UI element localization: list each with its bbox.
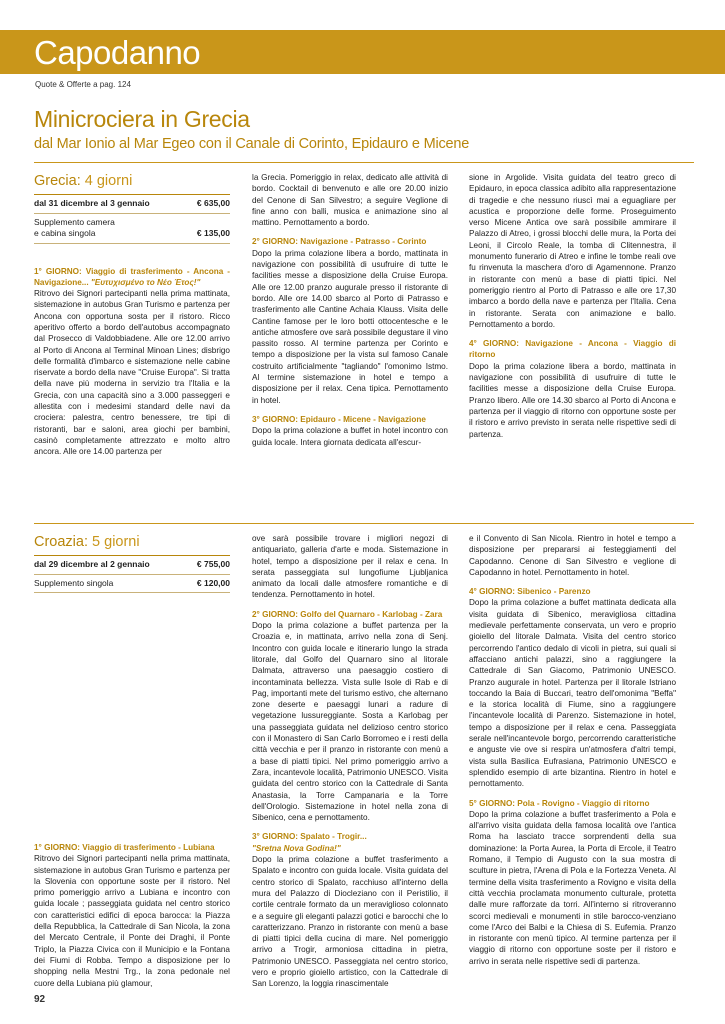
grecia-day2: 2° GIORNO: Navigazione - Patrasso - Corinto Dopo la prima colazione libera a bordo, mattinata in navigazione con possibilità di usufruire di tutte le facilities messe a disposizione della Cruise Europa. Alle ore 12.00 pranzo augurale presso il ristorante di bordo. Alle ore 14.00 sbarco al Porto di Patrasso e trasferimento alle Cantine Achaia Klauss. Visita delle Cantine famose per le loro botti ottocentesche e le antiche atmosfere ove sarà possibile degustare il vino passito rosso. Al termine partenza per Corinto e tempo a disposizione per la vista sul famoso Canale costruito artificialmente "tagliando" l'omonimo Istmo. Al termine sistemazione in hotel e tempo a disposizione per il relax. Cena tipica. Pernottamento in hotel. (252, 237, 448, 405)
grecia-day3: 3° GIORNO: Epidauro - Micene - Navigazione Dopo la prima colazione a buffet in hotel incontro con guida locale. Intera giornata dedicata all'escur- (252, 414, 448, 447)
price-row: dal 31 dicembre al 3 gennaio € 635,00 (34, 195, 230, 214)
grecia-column-1 (34, 172, 230, 466)
grecia-section-title: Grecia: 4 giorni (34, 173, 133, 189)
price-row: Supplemento camera e cabina singola € 135,00 (34, 214, 230, 244)
price-row: dal 29 dicembre al 2 gennaio € 755,00 (34, 556, 230, 575)
trip-subtitle: dal Mar Ionio al Mar Egeo con il Canale di Corinto, Epidauro e Micene (34, 136, 470, 152)
section-divider (34, 162, 694, 163)
page-title: Capodanno (34, 34, 201, 71)
croazia-day3: 3° GIORNO: Spalato - Trogir... "Sretna Nova Godina!" Dopo la prima colazione a buffet trasferimento a Spalato e incontro con guida locale. Visita guidata del centro storico di Spalato, racchiuso all'interno della mura del Palazzo di Diocleziano con il Peristilio, il cortile centrale formato da un meraviglioso colonnato e a seguire gli eleganti palazzi gotici e barocchi che lo caratterizzano. Pranzo in ristorante con menù a base di piatti tipici della cucina di mare. Nel pomeriggio arrivo a Trogir, armoniosa cittadina in pietra, Patrimonio UNESCO. Passeggiata nel centro storico, vero e proprio gioiello artistico, con la Cattedrale di San Lorenzo, la loggia rinascimentale (252, 832, 448, 989)
croazia-price-table (34, 555, 230, 593)
croazia-column-2: ove sarà possibile trovare i migliori negozi di antiquariato, galleria d'arte e moda. Sistemazione in hotel, tempo a disposizione per il relax e cena. In serata passeggiata sul lungofiume Ljubljanica animato da locali dalle atmosfere romantiche e di tendenza. Pernottamento in hotel. 2° GIORNO: Golfo del Quarnaro - Karlobag - Zara Dopo la prima colazione a buffet partenza per la Croazia e, in mattinata, arrivo nella zona di Senj. Incontro con guida locale e itinerario lungo la strada litorale, dal Golfo del Quarnaro sino al litorale Dalmata, attraverso una paesaggio costiero di incontaminata bellezza. Vista sulle Isole di Rab e di Pag, importanti mete del turismo estivo, che alternano zone deserte e paesaggi lunari a radure di vegetazione lussureggiante. Sosta a Karlobag per una passeggiata guidata nel delizioso centro storico con il Monastero di San Carlo Borromeo e i resti della città vecchia e per il pranzo in ristorante con menù a a base di piatti tipici. Nel primo pomeriggio arrivo a Zara, incantevole località, Patrimonio UNESCO. Visita guidata del centro storico con la Cattedrale di Santa Anastasia, la Torre Campanaria e la Torre dell'Orologio. Sistemazione in hotel nella zona di Sibenico, cena e pernottamento. 3° GIORNO: Spalato - Trogir... "Sretna Nova Godina!" Dopo la prima colazione a buffet trasferimento a Spalato e incontro con guida locale. Visita guidata del centro storico di Spalato, racchiuso all'interno della mura del Palazzo di Diocleziano con il Peristilio, il cortile centrale formato da un meraviglioso colonnato e a seguire gli eleganti palazzi gotici e barocchi che lo caratterizzano. Pranzo in ristorante con menù a base di piatti tipici della cucina di mare. Nel pomeriggio arrivo a Trogir, armoniosa cittadina in pietra, Patrimonio UNESCO. Passeggiata nel centro storico, vero e proprio gioiello artistico, con la Cattedrale di San Lorenzo, la loggia rinascimentale (252, 534, 448, 989)
price-reference: Quote & Offerte a pag. 124 (35, 80, 131, 89)
grecia-day1: 1° GIORNO: Viaggio di trasferimento - Ancona - Navigazione... "Ευτυχισμένο το Νέο Έτος!" Ritrovo dei Signori partecipanti nella prima mattinata, sistemazione in autobus Gran Turismo e partenza per Ancona con opportuna sosta per il ristoro. Ricco aperitivo offerto a bordo dell'autobus accompagnato dal Prosecco di Valdobbiadene. Alle ore 12.00 arrivo al Porto di Ancona al Terminal Minoan Lines; disbrigo delle formalità d'imbarco e sistemazione nelle cabine riservate a bordo della nave "Cruise Europa". Si tratta della nave più moderna in servizio tra l'Italia e la Grecia, con una capacità sino a 3.000 passeggeri e allestita con i medesimi standard delle navi da crociera: palestra, centro benessere, tre tipi di ristoranti, bar e saloni, area giochi per bambini, casinò completamente attrezzato e molto altro ancora. Alle ore 14.00 partenza per (34, 266, 230, 457)
croazia-column-1 (34, 533, 230, 593)
grecia-column-3: sione in Argolide. Visita guidata del teatro greco di Epidauro, in epoca classica adibito alla rappresentazione di tragedie e che nessuno riuscì mai a eguagliare per acustica e proporzione delle forme. Proseguimento verso Micene Antica ove sarà possibile ammirare il Palazzo di Atreo, i grossi blocchi delle mura, la Porta dei Leoni, il Circolo Reale, la tomba di Clitennestra, il monumento funerario di Atreo e infine le tombe reali ove fu rinvenuta la maschera d'oro di Agamennone. Pranzo in ristorante con menù a base di piatti tipici. Nel pomeriggio rientro al Porto di Patrasso e alle ore 17,30 imbarco a bordo della nave e partenza per l'Italia. Cena in ristorante. Serata con animazione e ballo. Pernottamento a bordo. 4° GIORNO: Navigazione - Ancona - Viaggio di ritorno Dopo la prima colazione libera a bordo, mattinata in navigazione con possibilità di usufruire di tutte le facilities messe a disposizione della Cruise Europa. Pranzo libero. Alle ore 14.30 sbarco al Porto di Ancona e partenza per il viaggio di ritorno con opportune soste per il ristoro e arrivo previsto in serata nelle rispettive sedi di partenza. (469, 173, 676, 439)
croazia-day5: 5° GIORNO: Pola - Rovigno - Viaggio di ritorno Dopo la prima colazione a buffet trasferimento a Pola e all'arrivo visita guidata della famosa località ove l'antica Roma ha lasciato tracce sorprendenti della sua dominazione: la Porta Aurea, la Porta di Ercole, il Teatro Romano, il Tempio di Augusto con la sua mostra di sculture in pietra, l'Arena di Pola e la Fortezza Veneta. Al termine della visita trasferimento a Rovigno e visita della città vecchia proclamata monumento culturale, protetta dalle mure rafforzate da torri. All'interno si ritroveranno scorci medievali e monumenti in stile barocco-venziano come l'Arco dei Balbi e la Chiesa di S. Eufemia. Pranzo in ristorante con menù tipico. Al termine partenza per il viaggio di ritorno con opportune soste per il ristoro e arrivo in serata nelle rispettive sedi di partenza. (469, 798, 676, 966)
croazia-section-title: Croazia: 5 giorni (34, 534, 140, 550)
croazia-day2: 2° GIORNO: Golfo del Quarnaro - Karlobag - Zara Dopo la prima colazione a buffet partenza per la Croazia e, in mattinata, arrivo nella zona di Senj. Incontro con guida locale e itinerario lungo la strada litorale, dal Golfo del Quarnaro sino al litorale Dalmata, attraverso una paesaggio costiero di incontaminata bellezza. Vista sulle Isole di Rab e di Pag, importanti mete del turismo estivo, che alternano zone deserte e paesaggi lunari a radure di vegetazione lussureggiante. Sosta a Karlobag per una passeggiata guidata nel delizioso centro storico con il Monastero di San Carlo Borromeo e i resti della città vecchia e per il pranzo in ristorante con menù a a base di piatti tipici. Nel primo pomeriggio arrivo a Zara, incantevole località, Patrimonio UNESCO. Visita guidata del centro storico con la Cattedrale di Santa Anastasia, la Torre Campanaria e la Torre dell'Orologio. Sistemazione in hotel nella zona di Sibenico, cena e pernottamento. (252, 609, 448, 823)
grecia-day4: 4° GIORNO: Navigazione - Ancona - Viaggio di ritorno Dopo la prima colazione libera a bordo, mattinata in navigazione con possibilità di usufruire di tutte le facilities messe a disposizione della Cruise Europa. Pranzo libero. Alle ore 14.30 sbarco al Porto di Ancona e partenza per il viaggio di ritorno con opportune soste per il ristoro e arrivo previsto in serata nelle rispettive sedi di partenza. (469, 339, 676, 439)
croazia-column-3: e il Convento di San Nicola. Rientro in hotel e tempo a disposizione per prepararsi ai festeggiamenti del Capodanno. Cenone di San Silvestro e veglione di Capodanno in hotel. Pernottamento in hotel. 4° GIORNO: Sibenico - Parenzo Dopo la prima colazione a buffet mattinata dedicata alla visita guidata di Sibenico, meravigliosa cittadina medievale perfettamente conservata, un vero e proprio gioiello del litorale Dalmata. Visita del centro storico percorrendo l'antico dedalo di vicoli in pietra, sui quali si affacciano antichi palazzi, sino a raggiungere la Cattedrale di San Giacomo, Patrimonio UNESCO. Pranzo augurale in hotel. Partenza per il litorale Istriano toccando la Baia di Buccari, teatro dell'omonima "Beffa" e la storica località di Fiume, sino a raggiungere l'incantevole località di Parenzo. Sistemazione in hotel, tempo a disposizione per il relax e cena. Passeggiata serale nell'incantevole borgo, percorrendo caratteristiche e anguste vie ove si respira un'atmosfera d'altri tempi, vista sulla Basilica Eufrasiana, Patrimonio UNESCO e splendido esempio di arte bizantina. Rientro in hotel e pernottamento. 5° GIORNO: Pola - Rovigno - Viaggio di ritorno Dopo la prima colazione a buffet trasferimento a Pola e all'arrivo visita guidata della famosa località ove l'antica Roma ha lasciato tracce sorprendenti della sua dominazione: la Porta Aurea, la Porta di Ercole, il Teatro Romano, il Tempio di Augusto con la sua mostra di sculture in pietra, l'Arena di Pola e la Fortezza Veneta. Al termine della visita trasferimento a Rovigno e visita della città vecchia proclamata monumento culturale, protetta dalle mure rafforzate da torri. All'interno si ritroveranno scorci medievali e monumenti in stile barocco-venziano come l'Arco dei Balbi e la Chiesa di S. Eufemia. Pranzo in ristorante con menù tipico. Al termine partenza per il viaggio di ritorno con opportune soste per il ristoro e arrivo in serata nelle rispettive sedi di partenza. (469, 534, 676, 966)
grecia-price-table (34, 194, 230, 244)
page-number: 92 (34, 994, 46, 1005)
section-divider (34, 523, 694, 524)
grecia-column-2: la Grecia. Pomeriggio in relax, dedicato alle attività di bordo. Cocktail di benvenuto e alle ore 20.00 inizio del Cenone di San Silvestro; a seguire Veglione di fine anno con balli, musica e animazione sino al mattino. Pernottamento a bordo. 2° GIORNO: Navigazione - Patrasso - Corinto Dopo la prima colazione libera a bordo, mattinata in navigazione con possibilità di usufruire di tutte le facilities messe a disposizione della Cruise Europa. Alle ore 12.00 pranzo augurale presso il ristorante di bordo. Alle ore 14.00 sbarco al Porto di Patrasso e trasferimento alle Cantine Achaia Klauss. Visita delle Cantine famose per le loro botti ottocentesche e le antiche atmosfere ove sarà possibile degustare il vino passito rosso. Al termine partenza per Corinto e tempo a disposizione per la vista sul famoso Canale costruito artificialmente "tagliando" l'omonimo Istmo. Al termine sistemazione in hotel e tempo a disposizione per il relax. Cena tipica. Pernottamento in hotel. 3° GIORNO: Epidauro - Micene - Navigazione Dopo la prima colazione a buffet in hotel incontro con guida locale. Intera giornata dedicata all'escur- (252, 173, 448, 447)
price-row: Supplemento singola € 120,00 (34, 575, 230, 594)
trip-title: Minicrociera in Grecia (34, 106, 250, 132)
croazia-day4: 4° GIORNO: Sibenico - Parenzo Dopo la prima colazione a buffet mattinata dedicata alla visita guidata di Sibenico, meravigliosa cittadina medievale perfettamente conservata, un vero e proprio gioiello del litorale Dalmata. Visita del centro storico percorrendo l'antico dedalo di vicoli in pietra, sui quali si affacciano antichi palazzi, sino a raggiungere la Cattedrale di San Giacomo, Patrimonio UNESCO. Pranzo augurale in hotel. Partenza per il litorale Istriano toccando la Baia di Buccari, teatro dell'omonima "Beffa" e la storica località di Fiume, sino a raggiungere l'incantevole località di Parenzo. Sistemazione in hotel, tempo a disposizione per il relax e cena. Passeggiata serale nell'incantevole borgo, percorrendo caratteristiche e anguste vie ove si respira un'atmosfera d'altri tempi, vista sulla Basilica Eufrasiana, Patrimonio UNESCO e splendido esempio di arte bizantina. Rientro in hotel e pernottamento. (469, 587, 676, 789)
croazia-day1: 1° GIORNO: Viaggio di trasferimento - Lubiana Ritrovo dei Signori partecipanti nella prima mattinata, sistemazione in autobus Gran Turismo e partenza per la Slovenia con opportune soste per il ristoro. Nel primo pomeriggio arrivo a Lubiana e incontro con guida locale ; passeggiata guidata nel centro storico con caratteristici edifici di epoca barocca: la Piazza della Repubblica, la Cattedrale di San Nicola, la zona del Mercato Centrale, il Ponte dei Draghi, il Ponte Triplo, la Piazza Civica con il Municipio e la Fontana dei Fiumi di Robba. Tempo a disposizione per lo shopping nella Mestni Trg., la zona pedonale nel cuore della Lubiana più glamour, (34, 843, 230, 988)
